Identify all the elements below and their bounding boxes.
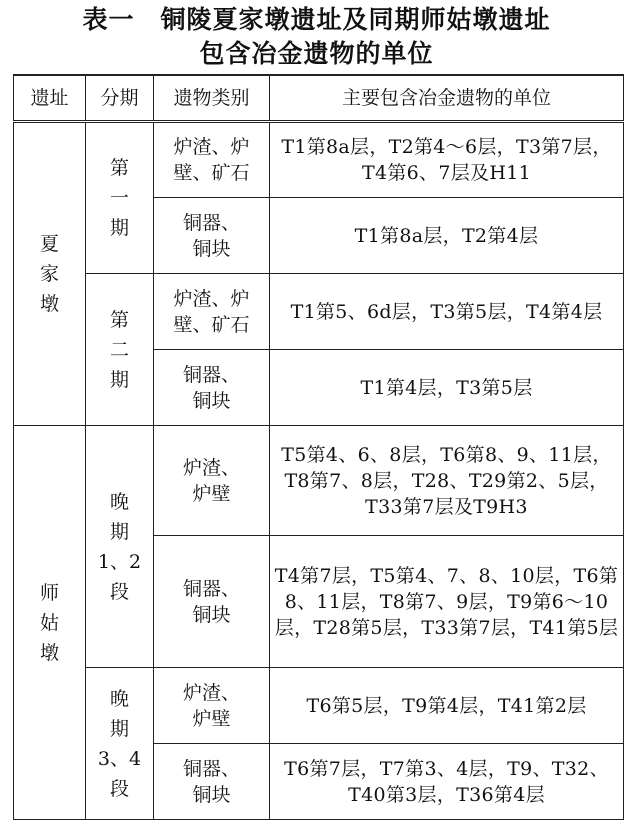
type-cell: 炉渣、炉 壁、矿石 bbox=[154, 122, 270, 198]
header-units: 主要包含冶金遗物的单位 bbox=[270, 75, 624, 122]
units-cell: T1第8a层，T2第4～6层，T3第7层，T4第6、7层及H11 bbox=[270, 122, 624, 198]
units-cell: T6第5层，T9第4层，T41第2层 bbox=[270, 668, 624, 744]
units-cell: T1第4层，T3第5层 bbox=[270, 350, 624, 426]
header-type: 遗物类别 bbox=[154, 75, 270, 122]
type-cell: 铜器、 铜块 bbox=[154, 536, 270, 668]
type-cell: 铜器、 铜块 bbox=[154, 198, 270, 274]
metallurgy-units-table bbox=[13, 74, 624, 820]
units-cell: T5第4、6、8层，T6第8、9、11层，T8第7、8层，T28、T29第2、5层，T33第7层及T9H3 bbox=[270, 426, 624, 536]
site-cell-shigudun: 师 姑 墩 bbox=[14, 426, 86, 820]
type-cell: 铜器、 铜块 bbox=[154, 350, 270, 426]
type-cell: 炉渣、 炉壁 bbox=[154, 426, 270, 536]
phase-cell-2: 第 二 期 bbox=[86, 274, 154, 426]
table-row bbox=[14, 426, 624, 536]
header-row bbox=[14, 75, 624, 122]
table-row bbox=[14, 668, 624, 744]
table-title-line-2: 包含冶金遗物的单位 bbox=[199, 39, 434, 68]
type-cell: 炉渣、炉 壁、矿石 bbox=[154, 274, 270, 350]
table-title-line-1: 表一 铜陵夏家墩遗址及同期师姑墩遗址 bbox=[82, 5, 551, 34]
type-cell: 炉渣、 炉壁 bbox=[154, 668, 270, 744]
phase-cell-late-1-2: 晚 期 1、2 段 bbox=[86, 426, 154, 668]
site-cell-xiajiadun: 夏 家 墩 bbox=[14, 122, 86, 426]
units-cell: T4第7层，T5第4、7、8、10层，T6第8、11层，T8第7、9层，T9第6～10层，T28第5层，T33第7层，T41第5层 bbox=[270, 536, 624, 668]
type-cell: 铜器、 铜块 bbox=[154, 744, 270, 820]
table-row bbox=[14, 122, 624, 198]
units-cell: T6第7层，T7第3、4层，T9、T32、T40第3层，T36第4层 bbox=[270, 744, 624, 820]
phase-cell-late-3-4: 晚 期 3、4 段 bbox=[86, 668, 154, 820]
header-site: 遗址 bbox=[14, 75, 86, 122]
units-cell: T1第8a层，T2第4层 bbox=[270, 198, 624, 274]
phase-cell-1: 第 一 期 bbox=[86, 122, 154, 274]
table-row bbox=[14, 274, 624, 350]
header-phase: 分期 bbox=[86, 75, 154, 122]
units-cell: T1第5、6d层，T3第5层，T4第4层 bbox=[270, 274, 624, 350]
